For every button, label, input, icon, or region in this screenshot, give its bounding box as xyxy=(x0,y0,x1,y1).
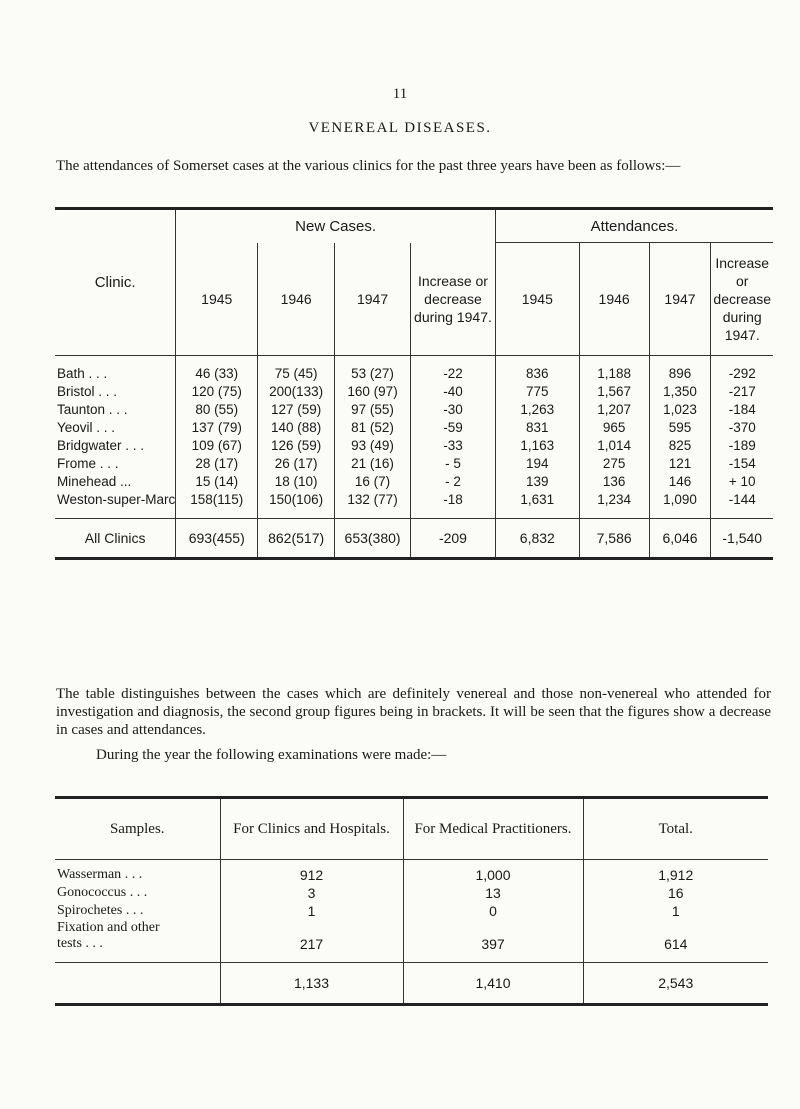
cell-a1945: 1,631 xyxy=(495,490,579,519)
cell-achg: -189 xyxy=(711,436,773,454)
attendances-group-header: Attendances. xyxy=(495,209,773,243)
cell-nchg: -40 xyxy=(411,382,496,400)
clinics-column-header: For Clinics and Hospitals. xyxy=(220,798,403,860)
cell-n1945: 158(115) xyxy=(176,490,258,519)
cell-a1945: 139 xyxy=(495,472,579,490)
clinic-name: Taunton . . . xyxy=(55,400,176,418)
cell-n1945: 120 (75) xyxy=(176,382,258,400)
cell-a1946: 1,188 xyxy=(579,356,649,383)
cell-achg: + 10 xyxy=(711,472,773,490)
total-att-change: -1,540 xyxy=(711,519,773,559)
att-change-header: Increase or decrease during 1947. xyxy=(711,243,773,356)
att-1945-header: 1945 xyxy=(495,243,579,356)
table-row xyxy=(55,436,773,454)
table-row xyxy=(55,884,768,902)
clinic-column-header: Clinic. xyxy=(55,209,176,356)
cell-a1946: 965 xyxy=(579,418,649,436)
totals-row xyxy=(55,963,768,1005)
new-cases-group-header: New Cases. xyxy=(176,209,496,243)
cell-n1947: 93 (49) xyxy=(335,436,411,454)
cell-achg: -184 xyxy=(711,400,773,418)
sample-name: Spirochetes . . . xyxy=(55,902,220,920)
examinations-intro: During the year the following examinations were made:— xyxy=(96,747,447,763)
cell-a1946: 1,234 xyxy=(579,490,649,519)
sample-name: Gonococcus . . . xyxy=(55,884,220,902)
cell-n1947: 132 (77) xyxy=(335,490,411,519)
cell-a1946: 275 xyxy=(579,454,649,472)
clinics-count: 1 xyxy=(220,902,403,920)
examinations-table xyxy=(55,796,768,1006)
cell-n1945: 46 (33) xyxy=(176,356,258,383)
table-row xyxy=(55,860,768,885)
clinic-name: Weston-super-Marc xyxy=(57,491,176,507)
totals-total: 2,543 xyxy=(583,963,768,1005)
cell-a1946: 1,014 xyxy=(579,436,649,454)
cell-achg: -292 xyxy=(711,356,773,383)
fixation-label-line1: Fixation and other xyxy=(57,920,160,935)
total-count: 16 xyxy=(583,884,768,902)
cell-n1946: 75 (45) xyxy=(258,356,335,383)
fixation-practitioners: 397 xyxy=(403,920,583,963)
intro-paragraph: The attendances of Somerset cases at the various clinics for the past three years have been as follows:— xyxy=(56,158,681,174)
cell-n1945: 137 (79) xyxy=(176,418,258,436)
cell-n1946: 18 (10) xyxy=(258,472,335,490)
practitioners-column-header: For Medical Practitioners. xyxy=(403,798,583,860)
fixation-label-line2: tests xyxy=(57,936,82,951)
cell-achg: -144 xyxy=(711,490,773,519)
total-count: 1 xyxy=(583,902,768,920)
cell-a1947: 1,090 xyxy=(649,490,711,519)
cell-nchg: -33 xyxy=(411,436,496,454)
clinics-count: 3 xyxy=(220,884,403,902)
page-number: 11 xyxy=(392,86,408,102)
cell-n1947: 21 (16) xyxy=(335,454,411,472)
cell-achg: -154 xyxy=(711,454,773,472)
totals-practitioners: 1,410 xyxy=(403,963,583,1005)
cell-nchg: - 5 xyxy=(411,454,496,472)
new-change-header: Increase or decrease during 1947. xyxy=(411,243,496,356)
practitioners-count: 1,000 xyxy=(403,860,583,885)
cell-achg: -370 xyxy=(711,418,773,436)
cell-nchg: - 2 xyxy=(411,472,496,490)
clinic-attendance-table xyxy=(55,207,773,560)
new-1946-header: 1946 xyxy=(258,243,335,356)
total-label: All Clinics xyxy=(55,519,176,559)
total-count: 1,912 xyxy=(583,860,768,885)
cell-n1947: 81 (52) xyxy=(335,418,411,436)
total-new-1947: 653(380) xyxy=(335,519,411,559)
table-row xyxy=(55,382,773,400)
cell-nchg: -59 xyxy=(411,418,496,436)
cell-n1946: 127 (59) xyxy=(258,400,335,418)
practitioners-count: 0 xyxy=(403,902,583,920)
total-att-1945: 6,832 xyxy=(495,519,579,559)
cell-a1947: 595 xyxy=(649,418,711,436)
samples-column-header: Samples. xyxy=(55,798,220,860)
cell-a1946: 1,207 xyxy=(579,400,649,418)
cell-n1947: 160 (97) xyxy=(335,382,411,400)
cell-a1945: 775 xyxy=(495,382,579,400)
cell-n1947: 97 (55) xyxy=(335,400,411,418)
cell-n1946: 26 (17) xyxy=(258,454,335,472)
table-row xyxy=(55,472,773,490)
att-1946-header: 1946 xyxy=(579,243,649,356)
fixation-total: 614 xyxy=(583,920,768,963)
cell-a1946: 136 xyxy=(579,472,649,490)
cell-n1946: 150(106) xyxy=(258,490,335,519)
total-att-1947: 6,046 xyxy=(649,519,711,559)
cell-a1946: 1,567 xyxy=(579,382,649,400)
att-1947-header: 1947 xyxy=(649,243,711,356)
total-new-1946: 862(517) xyxy=(258,519,335,559)
cell-a1947: 1,350 xyxy=(649,382,711,400)
clinic-name: Bridgwater . . . xyxy=(57,437,145,453)
cell-n1946: 126 (59) xyxy=(258,436,335,454)
clinic-name: Minehead ... xyxy=(57,473,132,489)
clinics-count: 912 xyxy=(220,860,403,885)
clinic-name: Bristol . . . xyxy=(55,382,176,400)
cell-a1947: 1,023 xyxy=(649,400,711,418)
cell-n1945: 109 (67) xyxy=(176,436,258,454)
fixation-clinics: 217 xyxy=(220,920,403,963)
cell-n1947: 53 (27) xyxy=(335,356,411,383)
total-column-header: Total. xyxy=(583,798,768,860)
cell-a1945: 836 xyxy=(495,356,579,383)
table-row xyxy=(55,902,768,920)
cell-a1945: 1,163 xyxy=(495,436,579,454)
total-new-change: -209 xyxy=(411,519,496,559)
cell-a1947: 121 xyxy=(649,454,711,472)
new-1945-header: 1945 xyxy=(176,243,258,356)
cell-n1947: 16 (7) xyxy=(335,472,411,490)
cell-n1946: 140 (88) xyxy=(258,418,335,436)
cell-a1945: 831 xyxy=(495,418,579,436)
clinic-name: Bath . . . xyxy=(55,356,176,383)
cell-n1945: 15 (14) xyxy=(176,472,258,490)
table-row xyxy=(55,400,773,418)
table-row xyxy=(55,454,773,472)
total-att-1946: 7,586 xyxy=(579,519,649,559)
sample-name: Wasserman . . . xyxy=(55,860,220,885)
clinic-name: Frome . . . xyxy=(55,454,176,472)
cell-a1947: 825 xyxy=(649,436,711,454)
practitioners-count: 13 xyxy=(403,884,583,902)
cell-nchg: -30 xyxy=(411,400,496,418)
cell-a1945: 194 xyxy=(495,454,579,472)
clinic-name: Yeovil . . . xyxy=(55,418,176,436)
table-row: Fixation and other tests . . . 217 397 614 xyxy=(55,920,768,963)
cell-n1945: 28 (17) xyxy=(176,454,258,472)
table-row xyxy=(55,356,773,383)
total-new-1945: 693(455) xyxy=(176,519,258,559)
new-1947-header: 1947 xyxy=(335,243,411,356)
cell-nchg: -22 xyxy=(411,356,496,383)
cell-a1947: 896 xyxy=(649,356,711,383)
cell-nchg: -18 xyxy=(411,490,496,519)
explanation-paragraph: The table distinguishes between the cases which are definitely venereal and those non-venereal who attended for investigation and diagnosis, the second group figures being in brackets. It will be seen that the figures show a decrease in cases and attendances. xyxy=(56,686,771,738)
totals-clinics: 1,133 xyxy=(220,963,403,1005)
cell-n1945: 80 (55) xyxy=(176,400,258,418)
total-row xyxy=(55,519,773,559)
cell-a1947: 146 xyxy=(649,472,711,490)
table-row xyxy=(55,490,773,519)
cell-a1945: 1,263 xyxy=(495,400,579,418)
cell-achg: -217 xyxy=(711,382,773,400)
page-title: VENEREAL DISEASES. xyxy=(308,120,492,136)
table-row xyxy=(55,418,773,436)
cell-n1946: 200(133) xyxy=(258,382,335,400)
